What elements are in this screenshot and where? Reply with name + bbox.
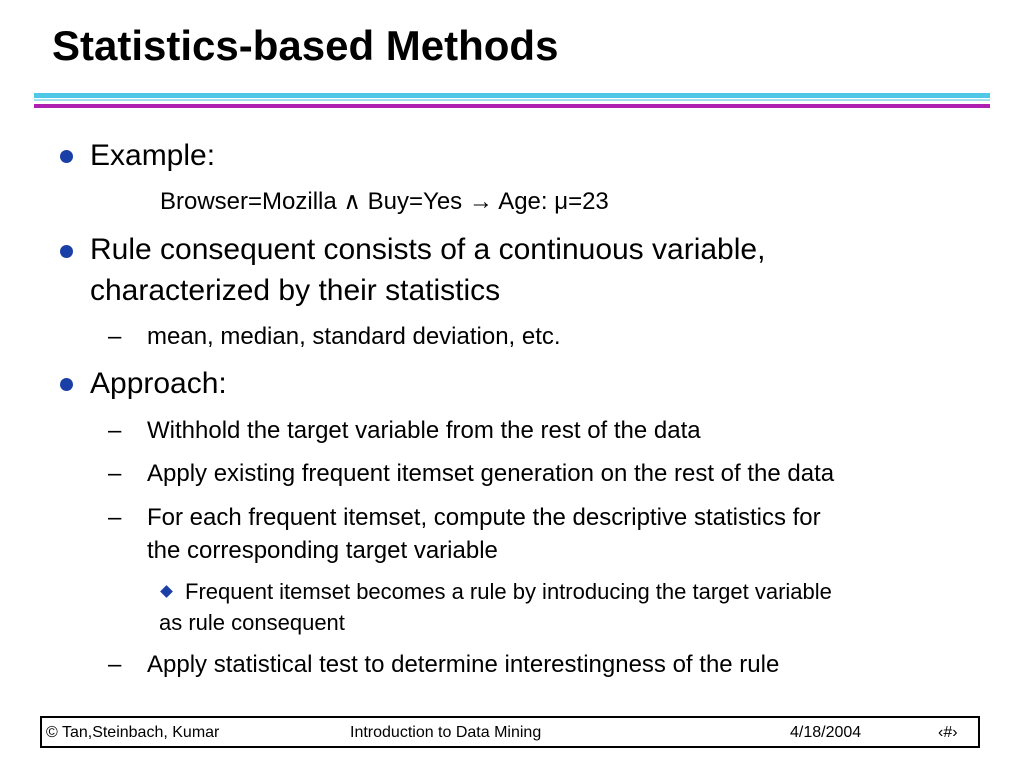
footer-course: Introduction to Data Mining [350, 724, 542, 741]
example-rule-rhs-value: =23 [568, 188, 609, 215]
title-underline-magenta [34, 104, 990, 108]
slide-title: Statistics-based Methods [52, 22, 559, 69]
bullet-example: Example: [90, 139, 216, 172]
bullet-dot-example [60, 150, 73, 163]
arrow-right-icon: → [468, 188, 493, 215]
title-underline-cyan-light [34, 99, 990, 101]
footer-date: 4/18/2004 [790, 724, 862, 741]
bullet-consequent-line2: characterized by their statistics [90, 274, 501, 307]
bullet-consequent-line1: Rule consequent consists of a continuous variable, [90, 233, 766, 266]
dash-icon: – [108, 504, 122, 531]
example-rule-lhs: Browser=Mozilla [160, 188, 337, 215]
dash-icon: – [108, 651, 122, 678]
consequent-sub: mean, median, standard deviation, etc. [147, 323, 561, 350]
dash-icon: – [108, 323, 122, 350]
approach-item-compute-line2: the corresponding target variable [147, 537, 498, 564]
example-rule-mid: Buy=Yes [367, 188, 463, 215]
approach-item-apply-itemset: Apply existing frequent itemset generation on the rest of the data [147, 460, 835, 487]
approach-item-compute-line1: For each frequent itemset, compute the descriptive statistics for [147, 504, 821, 531]
mu-symbol-icon: μ [554, 188, 569, 215]
bullet-dot-approach [60, 378, 73, 391]
slide-footer [40, 716, 980, 748]
example-rule [160, 187, 609, 217]
dash-icon: – [108, 417, 122, 444]
diamond-bullet-icon [160, 585, 173, 598]
dash-icon: – [108, 460, 122, 487]
example-rule-rhs-prefix: Age: [498, 188, 548, 215]
footer-copyright: © Tan,Steinbach, Kumar [46, 724, 220, 741]
bullet-approach: Approach: [90, 367, 227, 400]
approach-item-statistical-test: Apply statistical test to determine interestingness of the rule [147, 651, 780, 678]
footer-page-number: ‹#› [938, 724, 958, 741]
approach-subsub-line1: Frequent itemset becomes a rule by introducing the target variable [185, 579, 832, 604]
title-underline-cyan [34, 93, 990, 98]
bullet-dot-consequent [60, 245, 73, 258]
and-symbol-icon: ∧ [343, 188, 361, 215]
approach-subsub-line2: as rule consequent [159, 610, 345, 635]
approach-item-withhold: Withhold the target variable from the rest of the data [147, 417, 701, 444]
